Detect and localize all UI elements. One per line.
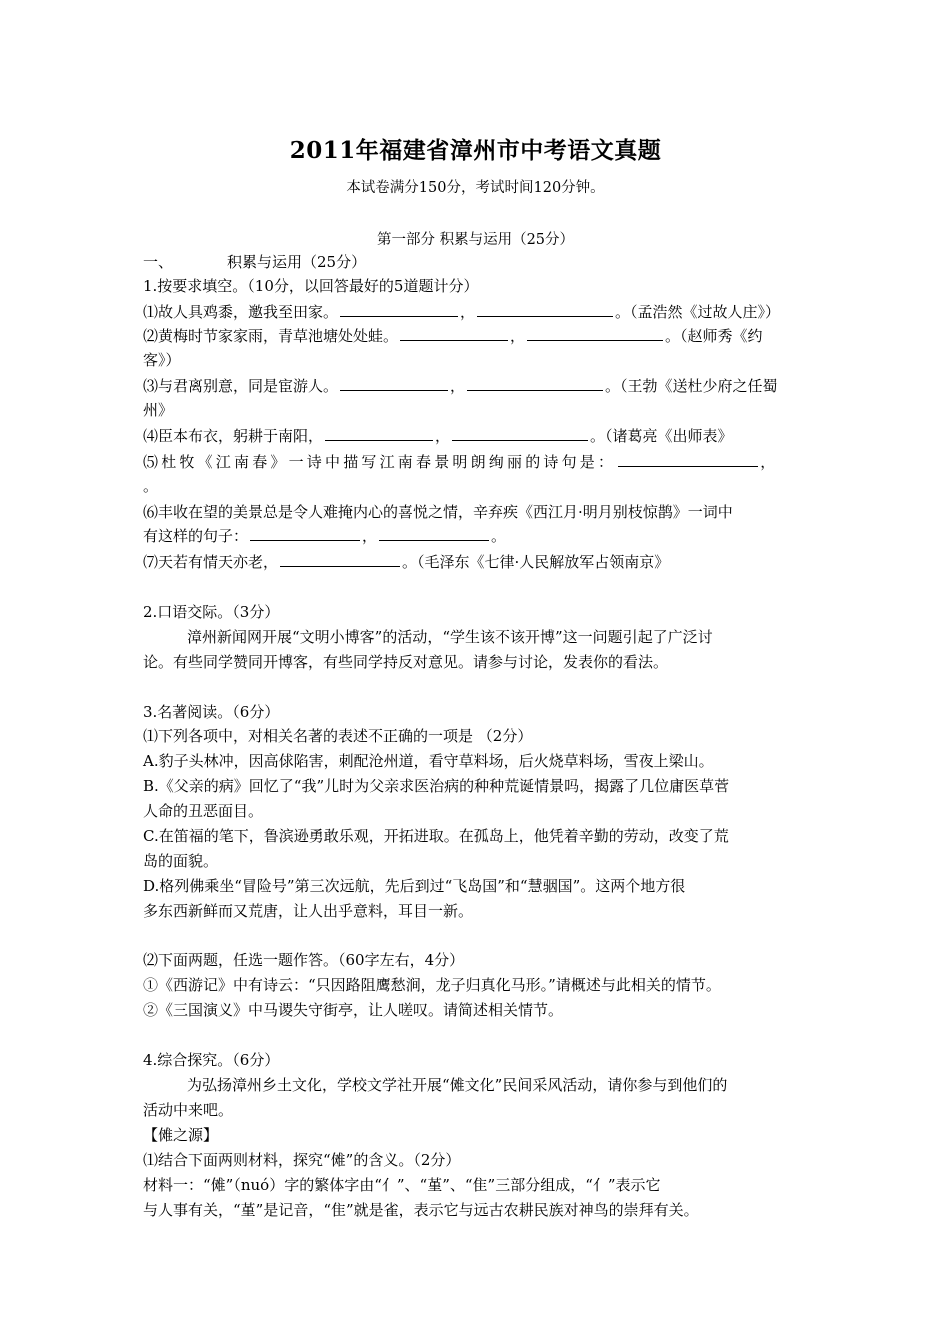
question-1-title: 1.按要求填空。（10分，以回答最好的5道题计分）: [143, 277, 479, 295]
section-title: 积累与运用（25分）: [227, 253, 367, 271]
answer-blank[interactable]: [379, 526, 489, 541]
paragraph: 活动中来吧。: [143, 1101, 234, 1119]
material-1: 材料一：“傩”（nuó）字的繁体字由“亻”、“堇”、“隹”三部分组成，“亻”表示它: [143, 1176, 661, 1194]
sub-heading: 【傩之源】: [143, 1126, 219, 1144]
choice-b-cont: 人命的丑恶面目。: [143, 802, 264, 820]
item-3: ⑶与君离别意，同是宦游人。 ， 。（王勃《送杜少府之任蜀: [143, 377, 778, 395]
choice-d-cont: 多东西新鲜而又荒唐，让人出乎意料，耳目一新。: [143, 902, 474, 920]
item-4: ⑷臣本布衣，躬耕于南阳， ， 。（诸葛亮《出师表》: [143, 427, 733, 445]
page-title: 2011年福建省漳州市中考语文真题: [289, 137, 662, 164]
item-text: ⑵黄梅时节家家雨，青草池塘处处蛙。: [143, 327, 399, 345]
question-4-title: 4.综合探究。（6分）: [143, 1051, 280, 1069]
answer-blank[interactable]: [618, 452, 758, 467]
item-6-cont: 有这样的句子： ， 。: [143, 527, 507, 545]
answer-blank[interactable]: [250, 526, 360, 541]
item-7: [143, 552, 808, 572]
item-2-cont: 客》）: [143, 351, 181, 369]
answer-blank[interactable]: [340, 302, 458, 317]
item-text: 有这样的句子：: [143, 527, 249, 545]
item-source: 。（诸葛亮《出师表》: [590, 427, 733, 445]
sub-question: ⑴下列各项中，对相关名著的表述不正确的一项是 （2分）: [143, 727, 533, 745]
item-text: ⑸杜牧《江南春》一诗中描写江南春景明朗绚丽的诗句是：: [143, 453, 617, 471]
item-source: 。（王勃《送杜少府之任蜀: [605, 377, 778, 395]
answer-blank[interactable]: [340, 376, 448, 391]
option-2: ②《三国演义》中马谡失守街亭，让人嗟叹。请简述相关情节。: [143, 1001, 564, 1019]
item-source: 。（毛泽东《七律·人民解放军占领南京》: [402, 553, 670, 571]
choice-c: C.在笛福的笔下，鲁滨逊勇敢乐观，开拓进取。在孤岛上，他凭着辛勤的劳动，改变了荒: [143, 827, 729, 845]
exam-info: 本试卷满分150分，考试时间120分钟。: [346, 180, 605, 196]
item-5-cont: 。: [143, 477, 159, 495]
answer-blank[interactable]: [325, 426, 433, 441]
answer-blank[interactable]: [280, 552, 400, 567]
choice-a: A.豹子头林冲，因高俅陷害，刺配沧州道，看守草料场，后火烧草料场，雪夜上梁山。: [143, 752, 714, 770]
answer-blank[interactable]: [527, 326, 663, 341]
item-1: ⑴故人具鸡黍，邀我至田家。 ， 。（孟浩然《过故人庄》）: [143, 303, 781, 321]
sub-question: ⑵下面两题，任选一题作答。（60字左右，4分）: [143, 951, 465, 969]
question-2-title: 2.口语交际。（3分）: [143, 603, 280, 621]
paragraph: 论。有些同学赞同开博客，有些同学持反对意见。请参与讨论，发表你的看法。: [143, 653, 669, 671]
item-6: ⑹丰收在望的美景总是令人难掩内心的喜悦之情，辛弃疾《西江月·明月别枝惊鹊》一词中: [143, 503, 733, 521]
part-heading: 第一部分 积累与运用（25分）: [376, 232, 575, 248]
paragraph: 为弘扬漳州乡土文化，学校文学社开展“傩文化”民间采风活动，请你参与到他们的: [187, 1076, 728, 1094]
section-heading: [143, 252, 808, 272]
option-1: ①《西游记》中有诗云：“只因路阻鹰愁涧，龙子归真化马形。”请概述与此相关的情节。: [143, 976, 721, 994]
item-5: ⑸杜牧《江南春》一诗中描写江南春景明朗绚丽的诗句是： ，: [143, 453, 779, 471]
answer-blank[interactable]: [400, 326, 508, 341]
item-source: 。（孟浩然《过故人庄》）: [615, 303, 781, 321]
item-2: ⑵黄梅时节家家雨，青草池塘处处蛙。 ， 。（赵师秀《约: [143, 327, 763, 345]
answer-blank[interactable]: [467, 376, 603, 391]
item-text: ⑴故人具鸡黍，邀我至田家。: [143, 303, 339, 321]
section-number: 一、: [143, 253, 174, 271]
answer-blank[interactable]: [452, 426, 588, 441]
item-text: ⑺天若有情天亦老，: [143, 553, 279, 571]
choice-c-cont: 岛的面貌。: [143, 852, 219, 870]
item-source: 。（赵师秀《约: [665, 327, 763, 345]
choice-d: D.格列佛乘坐“冒险号”第三次远航，先后到过“飞岛国”和“慧骃国”。这两个地方很: [143, 877, 686, 895]
sub-question: ⑴结合下面两则材料，探究“傩”的含义。（2分）: [143, 1151, 461, 1169]
paragraph: 漳州新闻网开展“文明小博客”的活动，“学生该不该开博”这一问题引起了广泛讨: [187, 628, 713, 646]
choice-b: B.《父亲的病》回忆了“我”儿时为父亲求医治病的种种荒诞情景吗，揭露了几位庸医草菅: [143, 777, 730, 795]
question-3-title: 3.名著阅读。（6分）: [143, 703, 280, 721]
material-1-cont: 与人事有关，“堇”是记音，“隹”就是雀，表示它与远古农耕民族对神鸟的崇拜有关。: [143, 1201, 699, 1219]
item-text: ⑷臣本布衣，躬耕于南阳，: [143, 427, 324, 445]
item-text: ⑶与君离别意，同是宦游人。: [143, 377, 339, 395]
item-3-cont: 州》: [143, 401, 174, 419]
answer-blank[interactable]: [477, 302, 613, 317]
